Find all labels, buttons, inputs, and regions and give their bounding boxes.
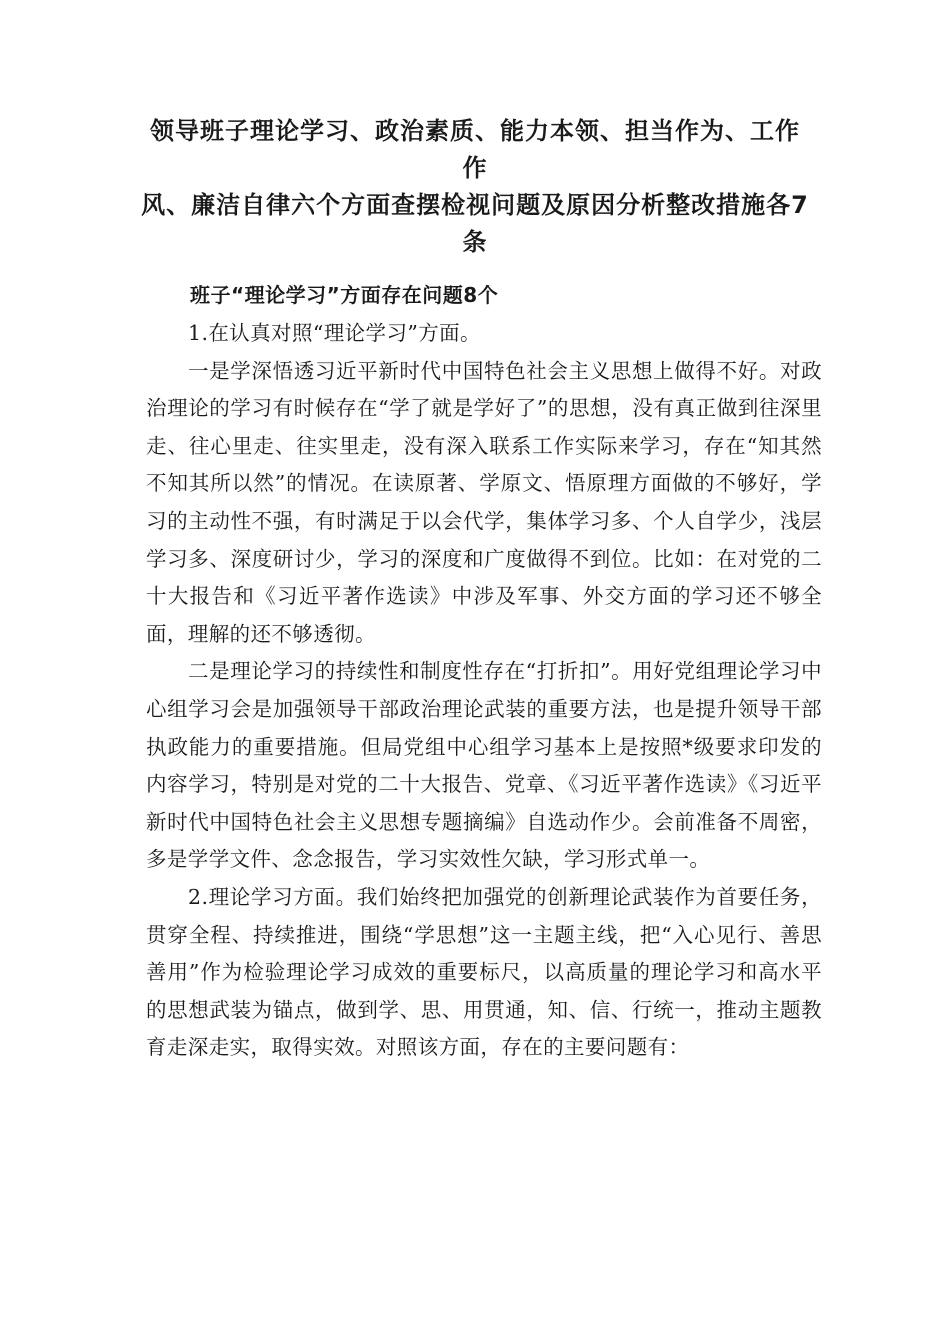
document-body bbox=[146, 315, 822, 1067]
paragraph: 1.在认真对照“理论学习”方面。 bbox=[188, 321, 481, 345]
paragraph: 2.理论学习方面。我们始终把加强党的创新理论武装作为首要任务，贯穿全程、持续推进，围绕“学思想”这一主题主线，把“入心见行、善思善用”作为检验理论学习成效的重要标尺，以高质量的理论学习和高水平的思想武装为锚点，做到学、思、用贯通，知、信、行统一，推动主题教育走深走实，取得实效。对照该方面，存在的主要问题有： bbox=[146, 884, 822, 1060]
title-line: 风、廉洁自律六个方面查摆检视问题及原因分析整改措施各7 bbox=[141, 191, 809, 219]
paragraph: 一是学深悟透习近平新时代中国特色社会主义思想上做得不好。对政治理论的学习有时候存在“学了就是学好了”的思想，没有真正做到往深里走、往心里走、往实里走，没有深入联系工作实际来学习，存在“知其然不知其所以然”的情况。在读原著、学原文、悟原理方面做的不够好，学习的主动性不强，有时满足于以会代学，集体学习多、个人自学少，浅层学习多、深度研讨少，学习的深度和广度做得不到位。比如：在对党的二十大报告和《习近平著作选读》中涉及军事、外交方面的学习还不够全面，理解的还不够透彻。 bbox=[146, 358, 822, 646]
document-title bbox=[140, 113, 810, 261]
title-line: 条 bbox=[462, 228, 488, 256]
section-heading: 班子“理论学习”方面存在问题8个 bbox=[190, 283, 499, 307]
title-line: 领导班子理论学习、政治素质、能力本领、担当作为、工作作 bbox=[150, 117, 800, 182]
paragraph: 二是理论学习的持续性和制度性存在“打折扣”。用好党组理论学习中心组学习会是加强领导干部政治理论武装的重要方法，也是提升领导干部执政能力的重要措施。但局党组中心组学习基本上是按照*级要求印发的内容学习，特别是对党的二十大报告、党章、《习近平著作选读》《习近平新时代中国特色社会主义思想专题摘编》自选动作少。会前准备不周密，多是学学文件、念念报告，学习实效性欠缺，学习形式单一。 bbox=[146, 659, 822, 872]
